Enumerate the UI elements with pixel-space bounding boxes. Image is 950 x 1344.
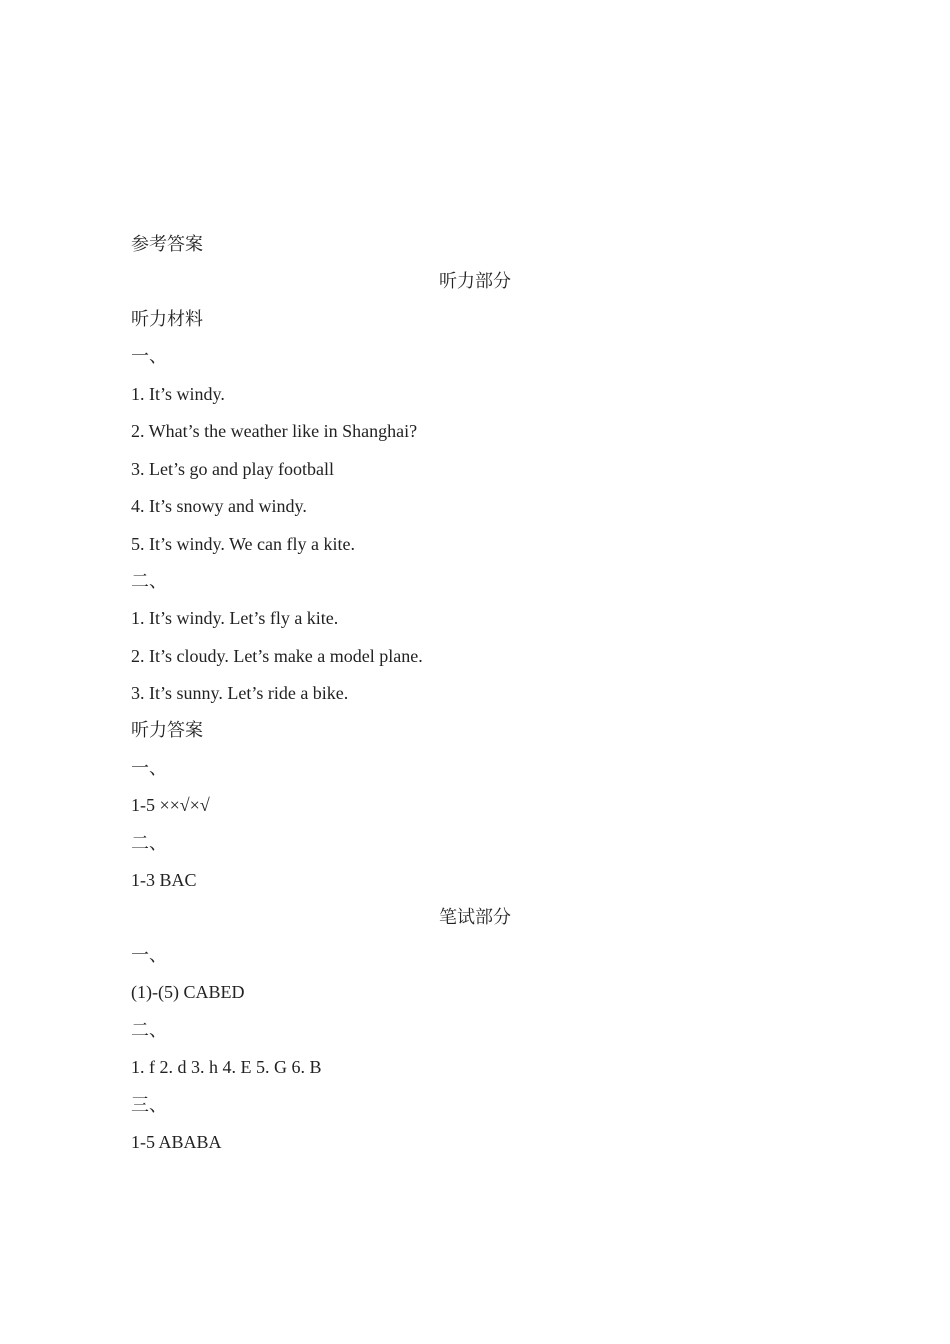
material-part1-item: 3. Let’s go and play football — [131, 459, 334, 479]
material-part2-item: 3. It’s sunny. Let’s ride a bike. — [131, 683, 349, 703]
listening-answers-part1-label: 一、 — [131, 758, 167, 778]
written-answers-part1-label: 一、 — [131, 945, 167, 965]
written-answers-part3-answer: 1-5 ABABA — [131, 1132, 222, 1152]
listening-material-heading: 听力材料 — [131, 309, 203, 329]
written-answers-part2-answer: 1. f 2. d 3. h 4. E 5. G 6. B — [131, 1057, 322, 1077]
listening-section-title: 听力部分 — [439, 271, 511, 291]
written-answers-part2-label: 二、 — [131, 1020, 167, 1040]
document-title: 参考答案 — [131, 234, 203, 254]
listening-answers-part2-label: 二、 — [131, 833, 167, 853]
material-part2-label: 二、 — [131, 571, 167, 591]
listening-answers-heading: 听力答案 — [131, 720, 203, 740]
written-section-title: 笔试部分 — [439, 907, 511, 927]
written-answers-part3-label: 三、 — [131, 1095, 167, 1115]
material-part1-item: 4. It’s snowy and windy. — [131, 496, 307, 516]
material-part1-item: 5. It’s windy. We can fly a kite. — [131, 534, 355, 554]
written-answers-part1-answer: (1)-(5) CABED — [131, 982, 245, 1002]
material-part1-item: 2. What’s the weather like in Shanghai? — [131, 421, 418, 441]
material-part1-label: 一、 — [131, 346, 167, 366]
listening-answers-part1-answer: 1-5 ××√×√ — [131, 795, 210, 815]
material-part1-item: 1. It’s windy. — [131, 384, 225, 404]
material-part2-item: 1. It’s windy. Let’s fly a kite. — [131, 608, 339, 628]
listening-answers-part2-answer: 1-3 BAC — [131, 870, 197, 890]
material-part2-item: 2. It’s cloudy. Let’s make a model plane. — [131, 646, 423, 666]
